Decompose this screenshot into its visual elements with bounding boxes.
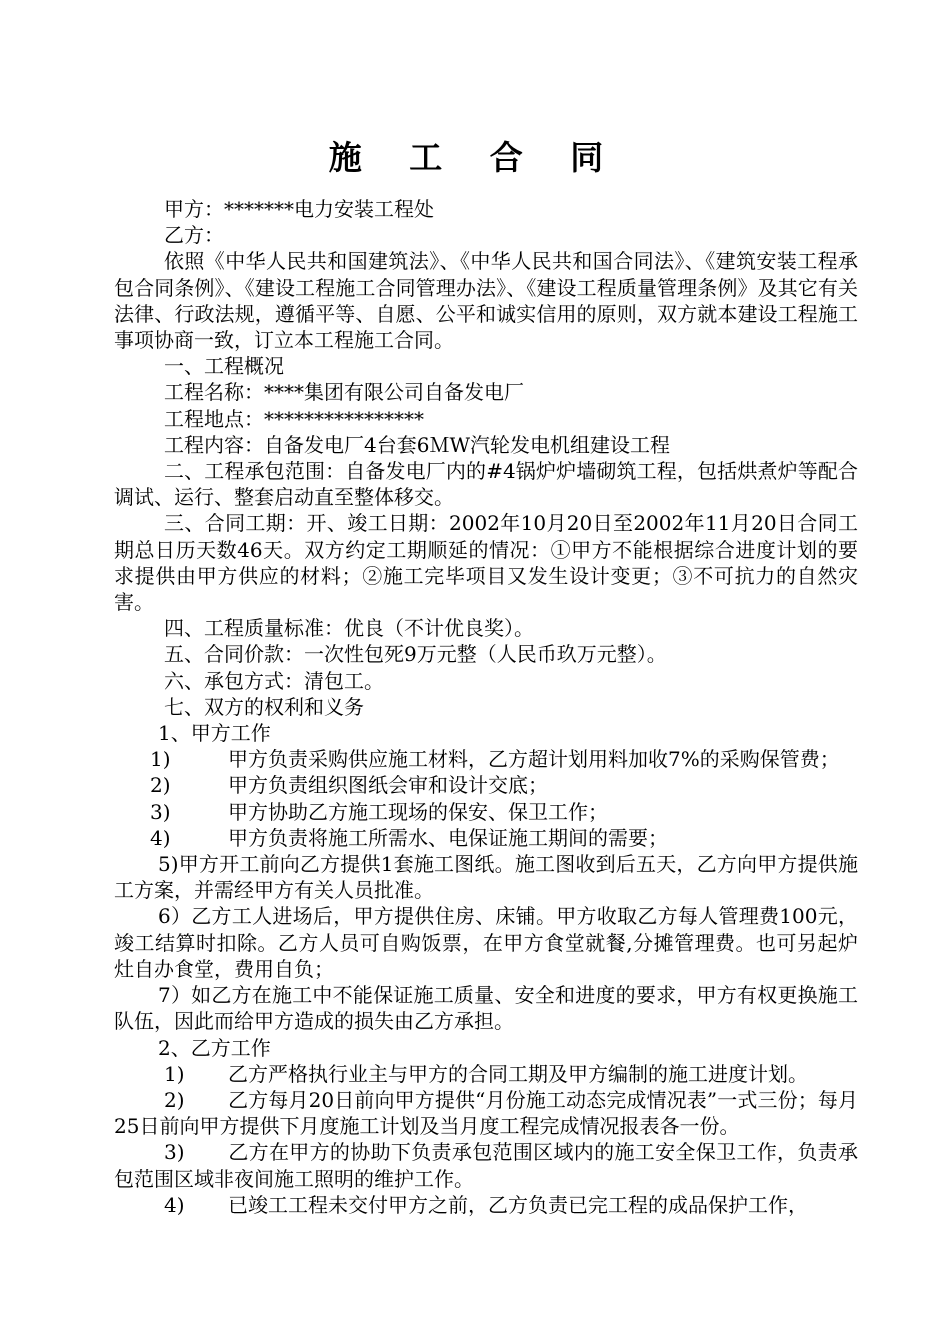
party-a-duty-item — [114, 799, 858, 825]
party-b-duty-item — [114, 1087, 858, 1139]
party-a-duty-item — [114, 825, 858, 851]
item-number: 1) — [150, 747, 171, 772]
item-text: 甲方负责组织图纸会审和设计交底； — [228, 773, 548, 798]
item-number: 3) — [150, 799, 171, 824]
party-a: 甲方：*******电力安装工程处 — [164, 197, 434, 221]
party-b-duties-heading: 2、乙方工作 — [158, 1035, 271, 1060]
contract-body — [114, 196, 858, 1218]
section-4-quality: 四、工程质量标准：优良（不计优良奖）。 — [164, 616, 534, 641]
item-text: 乙方每月20日前向甲方提供“月份施工动态完成情况表”一式三份；每月25日前向甲方提供下月度施工计划及当月度工程完成情况报表各一份。 — [114, 1087, 858, 1139]
party-a-duty-item-5: 5)甲方开工前向乙方提供1套施工图纸。施工图收到后五天，乙方向甲方提供施工方案，并需经甲方有关人员批准。 — [114, 852, 858, 903]
preamble: 依照《中华人民共和国建筑法》、《中华人民共和国合同法》、《建筑安装工程承包合同条例》、《建设工程施工合同管理办法》、《建设工程质量管理条例》及其它有关法律、行政法规，遵循平等、自愿、公平和诚实信用的原则，双方就本建设工程施工事项协商一致，订立本工程施工合同。 — [114, 249, 858, 353]
item-number: 2) — [150, 773, 171, 798]
party-b-duty-item — [114, 1061, 858, 1087]
item-text: 乙方严格执行业主与甲方的合同工期及甲方编制的施工进度计划。 — [228, 1061, 808, 1086]
item-number: 4) — [164, 1192, 185, 1217]
party-b: 乙方： — [164, 223, 224, 248]
project-location: 工程地点：**************** — [164, 406, 424, 431]
section-3-period: 三、合同工期：开、竣工日期：2002年10月20日至2002年11月20日合同工期总日历天数46天。双方约定工期顺延的情况：①甲方不能根据综合进度计划的要求提供由甲方供应的材料；②施工完毕项目又发生设计变更；③不可抗力的自然灾害。 — [114, 511, 858, 615]
party-a-duty-item-7: 7）如乙方在施工中不能保证施工质量、安全和进度的要求，甲方有权更换施工队伍，因此而给甲方造成的损失由乙方承担。 — [114, 983, 858, 1034]
project-name: 工程名称：****集团有限公司自备发电厂 — [164, 380, 524, 405]
section-5-price: 五、合同价款：一次性包死9万元整（人民币玖万元整）。 — [164, 642, 667, 667]
project-content: 工程内容：自备发电厂4台套6ＭW汽轮发电机组建设工程 — [164, 432, 671, 457]
item-number: 1) — [164, 1061, 185, 1086]
section-7-heading: 七、双方的权利和义务 — [164, 694, 364, 719]
document-title: 施 工 合 同 — [328, 138, 622, 177]
item-number: 3) — [164, 1140, 185, 1165]
section-1-heading: 一、工程概况 — [164, 354, 284, 379]
party-a-duties-heading: 1、甲方工作 — [158, 721, 271, 746]
item-text: 甲方协助乙方施工现场的保安、保卫工作； — [228, 799, 608, 824]
party-b-duty-item — [114, 1192, 858, 1218]
section-2-scope: 二、工程承包范围：自备发电厂内的#4锅炉炉墙砌筑工程，包括烘煮炉等配合调试、运行、整套启动直至整体移交。 — [114, 459, 858, 510]
party-a-duty-item — [114, 746, 858, 772]
item-number: 4) — [150, 825, 171, 850]
item-number: 2) — [164, 1087, 185, 1112]
party-a-duty-item-6: 6）乙方工人进场后，甲方提供住房、床铺。甲方收取乙方每人管理费100元，竣工结算时扣除。乙方人员可自购饭票，在甲方食堂就餐,分摊管理费。也可另起炉灶自办食堂，费用自负； — [114, 904, 858, 981]
party-b-duty-item — [114, 1139, 858, 1191]
section-6-method: 六、承包方式：清包工。 — [164, 668, 384, 693]
item-text: 甲方负责将施工所需水、电保证施工期间的需要； — [228, 825, 668, 850]
item-text: 甲方负责采购供应施工材料，乙方超计划用料加收7%的采购保管费； — [228, 747, 840, 772]
item-text: 乙方在甲方的协助下负责承包范围区域内的施工安全保卫工作，负责承包范围区域非夜间施工照明的维护工作。 — [114, 1140, 858, 1191]
item-text: 已竣工工程未交付甲方之前，乙方负责已完工程的成品保护工作， — [228, 1192, 808, 1217]
party-a-duty-item — [114, 772, 858, 798]
